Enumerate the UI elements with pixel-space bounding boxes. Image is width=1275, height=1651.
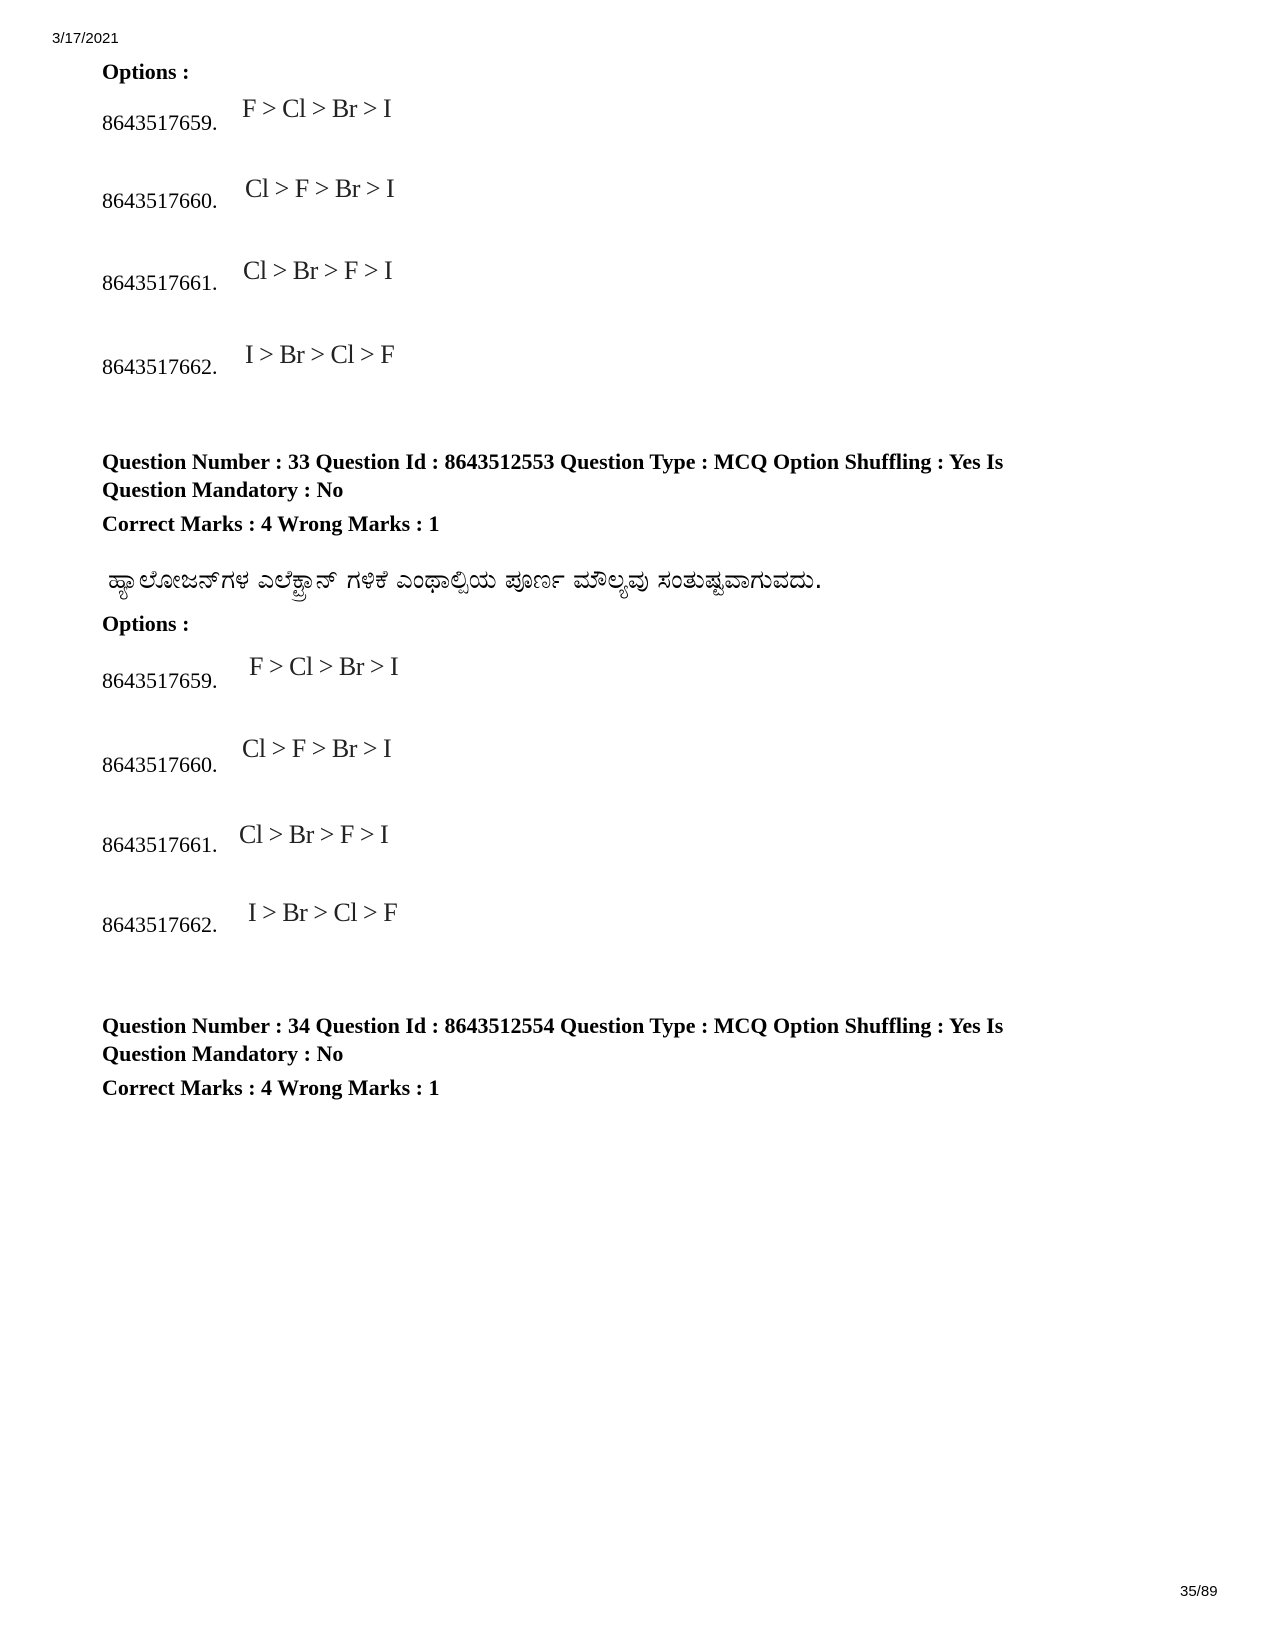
option-row [102, 96, 502, 136]
question-34-marks: Correct Marks : 4 Wrong Marks : 1 [102, 1075, 440, 1100]
option-row [102, 818, 502, 858]
option-text: I > Br > Cl > F [245, 340, 395, 369]
option-id: 8643517659. [102, 668, 218, 693]
question-34-header [102, 1012, 1182, 1068]
option-id: 8643517662. [102, 912, 218, 937]
option-row [102, 898, 502, 938]
options-label: Options : [102, 59, 190, 84]
option-text: Cl > Br > F > I [239, 820, 389, 849]
question-header-line: Question Number : 33 Question Id : 8643512553 Question Type : MCQ Option Shuffling : Yes Is [102, 449, 1004, 474]
question-header-line: Question Number : 34 Question Id : 8643512554 Question Type : MCQ Option Shuffling : Yes Is [102, 1013, 1004, 1038]
option-text: Cl > Br > F > I [243, 256, 393, 285]
option-id: 8643517660. [102, 752, 218, 777]
option-row [102, 256, 502, 296]
option-id: 8643517661. [102, 832, 218, 857]
option-text: F > Cl > Br > I [249, 652, 399, 681]
option-text: I > Br > Cl > F [248, 898, 398, 927]
page-number: 35/89 [1180, 1583, 1218, 1600]
option-text: F > Cl > Br > I [242, 94, 392, 123]
question-33-marks: Correct Marks : 4 Wrong Marks : 1 [102, 511, 440, 536]
option-text: Cl > F > Br > I [245, 174, 395, 203]
option-row [102, 340, 502, 380]
option-id: 8643517660. [102, 188, 218, 213]
options-label: Options : [102, 611, 190, 636]
question-33-text: ಹ್ಯಾಲೋಜನ್‌ಗಳ ಎಲೆಕ್ಟ್ರಾನ್ ಗಳಿಕೆ ಎಂಥಾಲ್ಪಿಯ ಪೂರ್ಣ ಮೌಲ್ಯವು ಸಂತುಷ್ಟವಾಗುವದು. [108, 565, 823, 595]
option-id: 8643517662. [102, 354, 218, 379]
question-header-line: Question Mandatory : No [102, 477, 344, 502]
option-row [102, 734, 502, 778]
print-date: 3/17/2021 [52, 30, 119, 47]
question-33-header [102, 448, 1182, 504]
option-id: 8643517659. [102, 110, 218, 135]
option-row [102, 174, 502, 214]
option-text: Cl > F > Br > I [242, 734, 392, 763]
question-header-line: Question Mandatory : No [102, 1041, 344, 1066]
option-id: 8643517661. [102, 270, 218, 295]
option-row [102, 654, 502, 694]
